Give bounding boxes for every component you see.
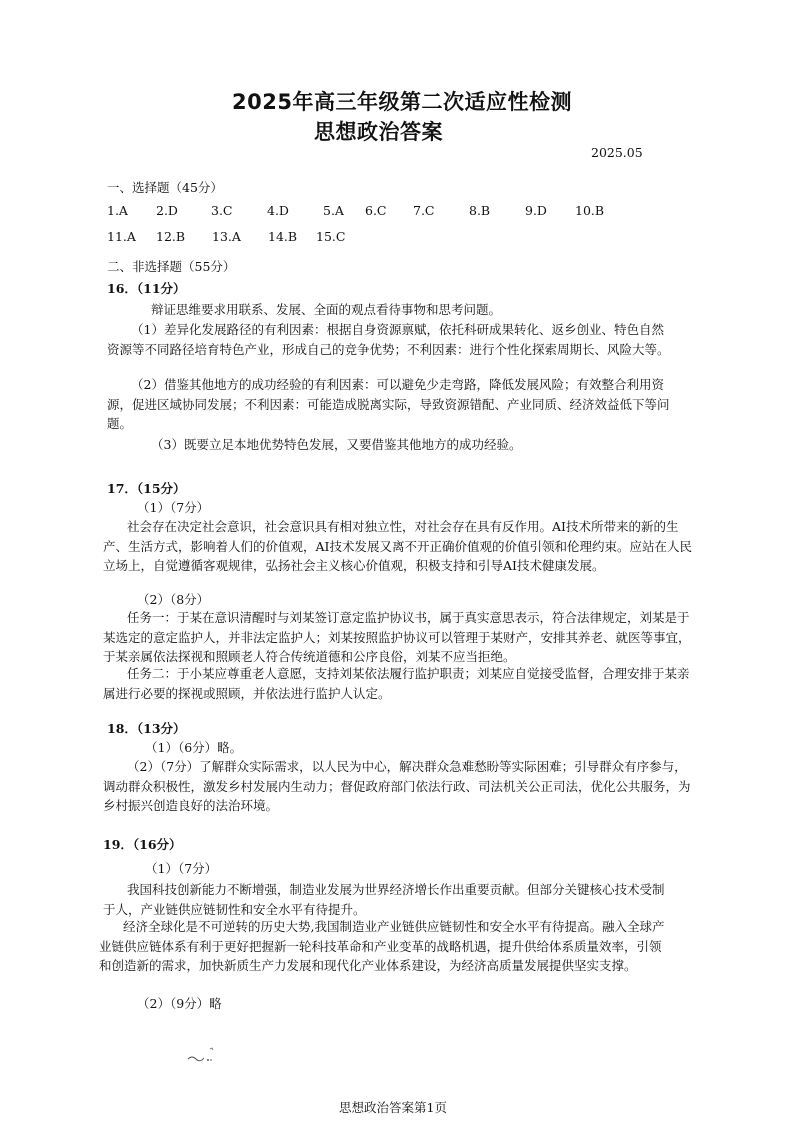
answer-item: 7.C (413, 203, 435, 218)
q16-intro: 辩证思维要求用联系、发展、全面的观点看待事物和思考问题。 (151, 302, 502, 317)
answer-item: 10.B (575, 203, 605, 218)
page-footer: 思想政治答案第1页 (339, 1100, 447, 1115)
q17-task2: 任务二：于小某应尊重老人意愿，支持刘某依法履行监护职责；刘某应自觉接受监督，合理安排于某亲属进行必要的探视或照顾，并依法进行监护人认定。 (103, 666, 690, 701)
q18-part2: （2）（7分）了解群众实际需求，以人民为中心，解决群众急难愁盼等实际困难；引导群众有序参与，调动群众积极性，激发乡村发展内生动力；督促政府部门依法行政、司法机关公正司法，优化公共服务，为乡村振兴创造良好的法治环境。 (103, 759, 691, 813)
q18-label: 18．（13分） (107, 721, 186, 736)
answer-item: 8.B (469, 203, 491, 218)
q17-part1: 社会存在决定社会意识，社会意识具有相对独立性，对社会存在具有反作用。AI技术所带来的新的生产、生活方式，影响着人们的价值观，AI技术发展又离不开正确价值观的价值引领和伦理约束。应站在人民立场上，自觉遵循客观规律，弘扬社会主义核心价值观，积极支持和引导AI技术健康发展。 (103, 519, 692, 573)
doc-title-line2: 思想政治答案 (314, 120, 443, 144)
q19-part2: 经济全球化是不可逆转的历史大势,我国制造业产业链供应链韧性和安全水平有待提高。融入全球产业链供应链体系有利于更好把握新一轮科技革命和产业变革的战略机遇，提升供给体系质量效率，引领和创造新的需求，加快新质生产力发展和现代化产业体系建设，为经济高质量发展提供坚实支撑。 (99, 919, 665, 973)
answer-item: 2.D (156, 203, 178, 218)
answer-item: 4.D (267, 203, 289, 218)
answers-row2 (107, 227, 345, 246)
answer-item: 11.A (107, 229, 136, 244)
answer-item: 12.B (156, 229, 186, 244)
answer-item: 5.A (323, 203, 344, 218)
q16-label: 16．（11分） (107, 281, 186, 296)
q19-label: 19．（16分） (103, 837, 182, 852)
answer-item: 15.C (316, 229, 346, 244)
answers-row1 (107, 201, 604, 220)
answer-item: 1.A (107, 203, 128, 218)
q19-sub1: （1）（7分） (145, 861, 218, 876)
answer-item: 14.B (268, 229, 298, 244)
q19-sub2: （2）（9分）略 (137, 996, 222, 1011)
doc-title-line1: 2025年高三年级第二次适应性检测 (232, 90, 572, 114)
q17-task1: 任务一：于某在意识清醒时与刘某签订意定监护协议书，属于真实意思表示，符合法律规定，刘某是于某选定的意定监护人，并非法定监护人；刘某按照监护协议可以管理于某财产，安排其养老、就医等事宜，于某亲属依法探视和照顾老人符合传统道德和公序良俗，刘某不应当拒绝。 (103, 610, 691, 664)
q17-sub1: （1）（7分） (137, 500, 210, 515)
answer-item: 3.C (211, 203, 233, 218)
q17-sub2: （2）（8分） (137, 592, 210, 607)
answer-item: 13.A (212, 229, 241, 244)
section2-heading: 二、非选择题（55分） (107, 259, 236, 274)
answer-item: 6.C (365, 203, 387, 218)
q17-label: 17．（15分） (107, 481, 186, 496)
q18-sub1: （1）（6分）略。 (145, 740, 243, 755)
q16-part3: （3）既要立足本地优势特色发展，又要借鉴其他地方的成功经验。 (151, 437, 522, 452)
q16-part2: （2）借鉴其他地方的成功经验的有利因素：可以避免少走弯路，降低发展风险；有效整合利用资源，促进区域协同发展；不利因素：可能造成脱离实际，导致资源错配、产业同质、经济效益低下等问题。 (107, 377, 670, 431)
q19-part1: 我国科技创新能力不断增强，制造业发展为世界经济增长作出重要贡献。但部分关键核心技术受制于人，产业链供应链韧性和安全水平有待提升。 (103, 882, 665, 917)
doc-date: 2025.05 (591, 145, 643, 160)
scan-smudge-mark (186, 1045, 216, 1065)
q16-part1: （1）差异化发展路径的有利因素：根据自身资源禀赋，依托科研成果转化、返乡创业、特色自然资源等不同路径培育特色产业，形成自己的竞争优势；不利因素：进行个性化探索周期长、风险大等。 (107, 322, 670, 357)
answer-item: 9.D (525, 203, 547, 218)
section1-heading: 一、选择题（45分） (107, 180, 223, 195)
